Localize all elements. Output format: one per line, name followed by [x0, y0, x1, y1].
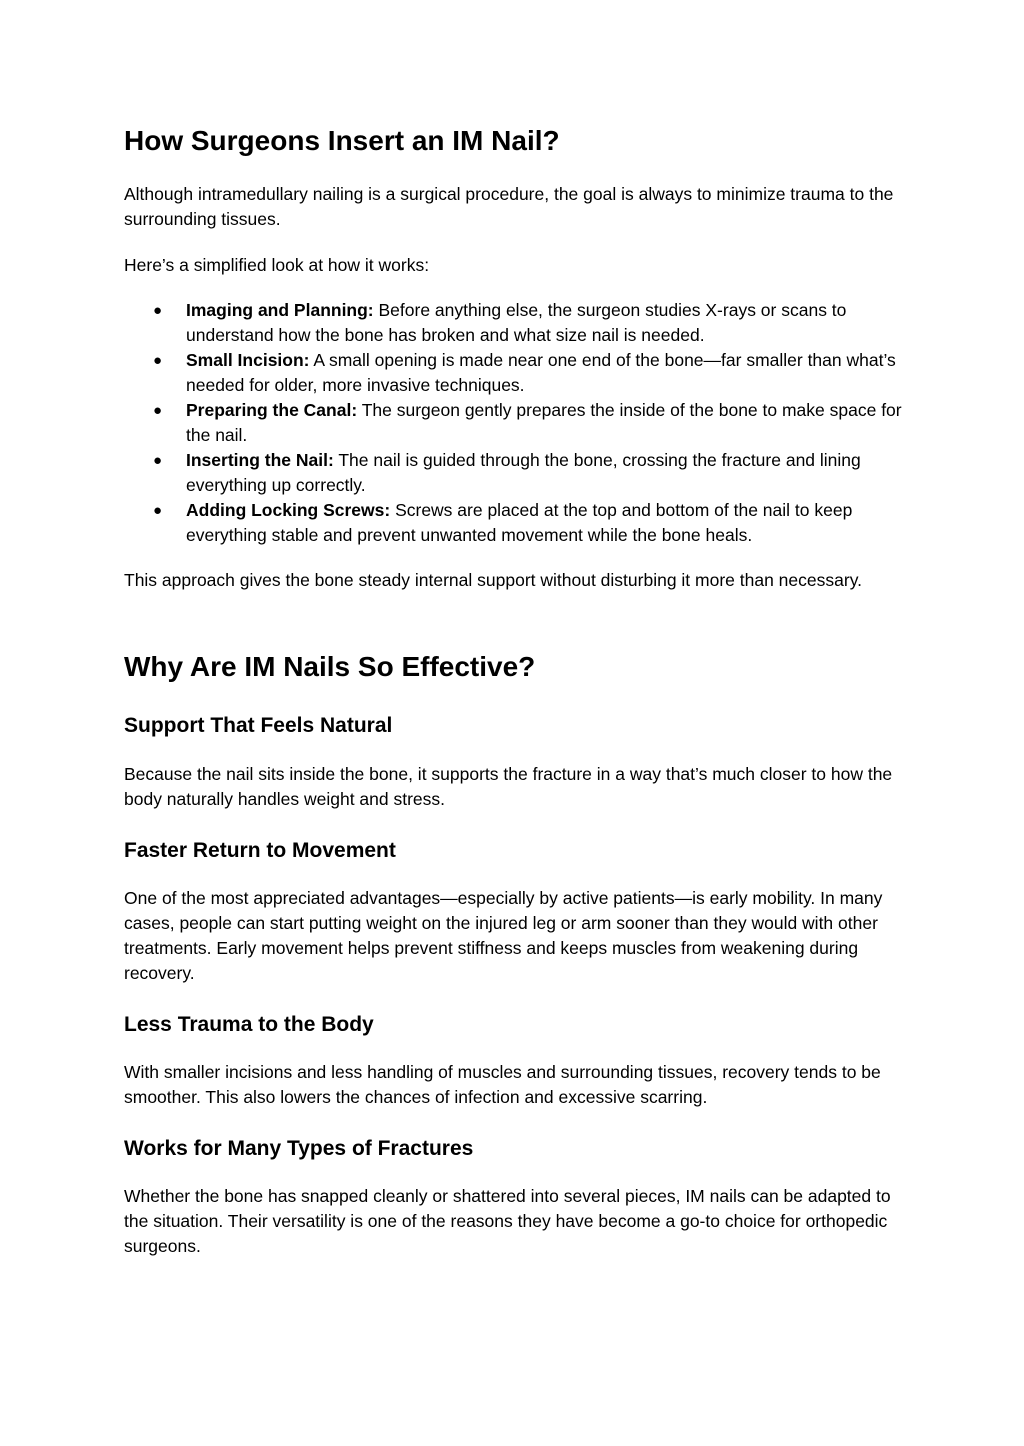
step-title: Inserting the Nail:	[186, 450, 334, 470]
subheading-less-trauma: Less Trauma to the Body	[124, 1013, 374, 1036]
bullet-icon: ●	[153, 402, 163, 419]
paragraph-many-fractures: Whether the bone has snapped cleanly or shattered into several pieces, IM nails can be adapted to the situation. Their versatility is one of the reasons they have become a go-to choice for orthopedic surgeons.	[124, 1186, 891, 1256]
list-item	[124, 348, 904, 398]
subheading-many-fractures: Works for Many Types of Fractures	[124, 1137, 474, 1160]
step-title: Preparing the Canal:	[186, 400, 358, 420]
intro-paragraph: Although intramedullary nailing is a surgical procedure, the goal is always to minimize trauma to the surrounding tissues.	[124, 184, 894, 229]
paragraph-faster-return: One of the most appreciated advantages—especially by active patients—is early mobility. In many cases, people can start putting weight on the injured leg or arm sooner than they would with other treatments. Early movement helps prevent stiffness and keeps muscles from weakening during recovery.	[124, 888, 883, 983]
bullet-icon: ●	[153, 302, 163, 319]
step-title: Adding Locking Screws:	[186, 500, 391, 520]
bullet-icon: ●	[153, 352, 163, 369]
paragraph-support-natural: Because the nail sits inside the bone, it supports the fracture in a way that’s much closer to how the body naturally handles weight and stress.	[124, 764, 893, 809]
step-title: Imaging and Planning:	[186, 300, 374, 320]
step-text: The nail is guided through the bone, crossing the fracture and lining everything up correctly.	[186, 450, 861, 495]
section-heading-why-effective: Why Are IM Nails So Effective?	[124, 651, 536, 682]
bullet-icon: ●	[153, 452, 163, 469]
procedure-steps-list	[124, 298, 904, 548]
subheading-support-natural: Support That Feels Natural	[124, 714, 393, 737]
step-text: Screws are placed at the top and bottom of the nail to keep everything stable and prevent unwanted movement while the bone heals.	[186, 500, 853, 545]
bullet-icon: ●	[153, 502, 163, 519]
list-item	[124, 448, 904, 498]
list-item	[124, 498, 904, 548]
list-item	[124, 398, 904, 448]
step-text: A small opening is made near one end of the bone—far smaller than what’s needed for older, more invasive techniques.	[186, 350, 896, 395]
step-title: Small Incision:	[186, 350, 310, 370]
step-text: The surgeon gently prepares the inside of the bone to make space for the nail.	[186, 400, 902, 445]
subheading-faster-return: Faster Return to Movement	[124, 839, 396, 862]
list-item	[124, 298, 904, 348]
section-heading-insert-im-nail: How Surgeons Insert an IM Nail?	[124, 125, 560, 156]
lead-paragraph: Here’s a simplified look at how it works:	[124, 255, 430, 275]
paragraph-less-trauma: With smaller incisions and less handling of muscles and surrounding tissues, recovery tends to be smoother. This also lowers the chances of infection and excessive scarring.	[124, 1062, 881, 1107]
closing-paragraph: This approach gives the bone steady internal support without disturbing it more than necessary.	[124, 570, 863, 590]
step-text: Before anything else, the surgeon studies X-rays or scans to understand how the bone has broken and what size nail is needed.	[186, 300, 847, 345]
